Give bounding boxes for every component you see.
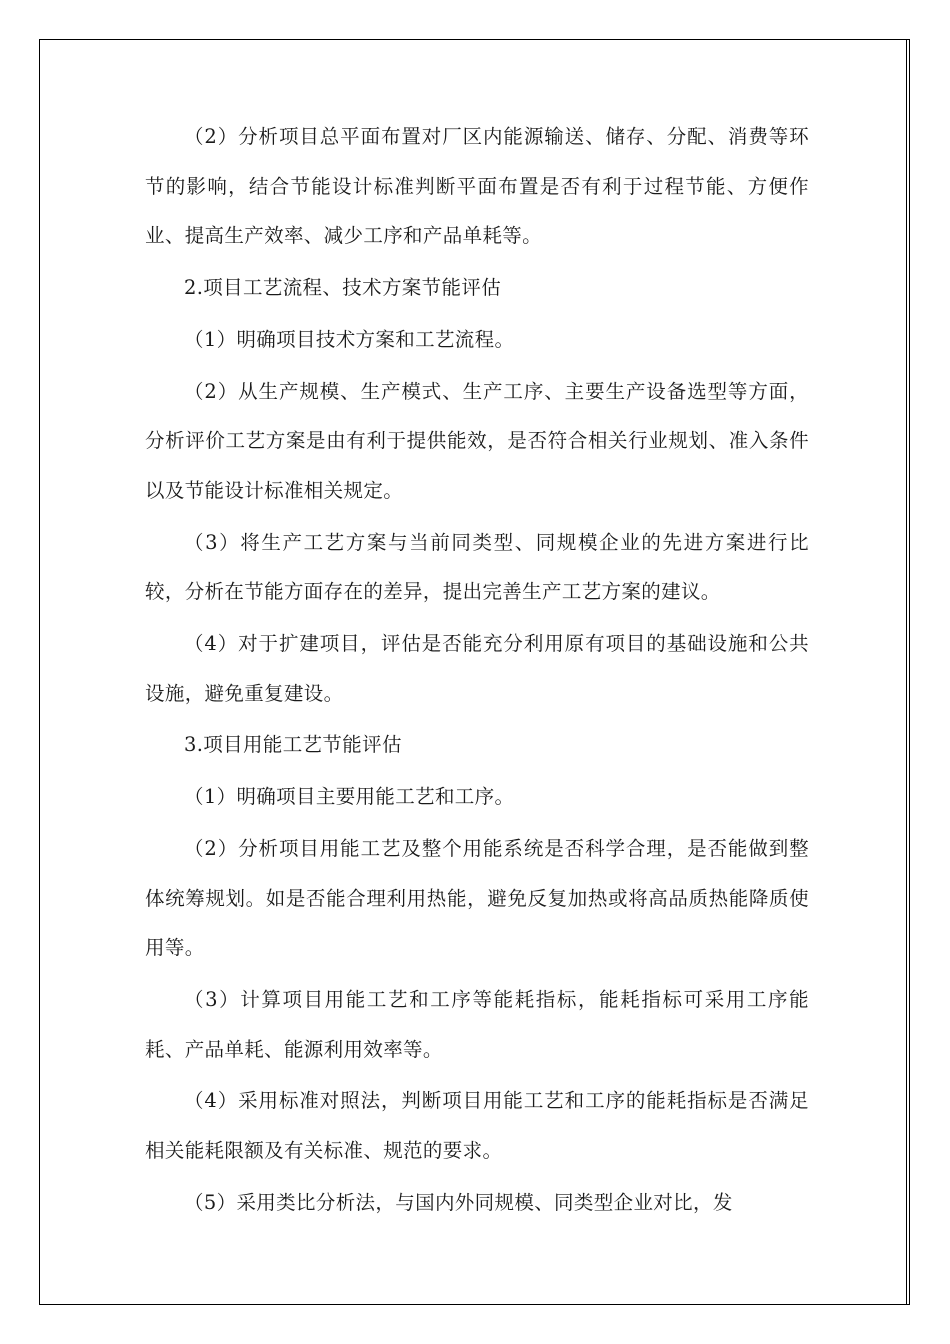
paragraph-energy-indicators: （3）计算项目用能工艺和工序等能耗指标，能耗指标可采用工序能耗、产品单耗、能源利用效率等。 — [145, 987, 809, 1061]
paragraph-standard-comparison: （4）采用标准对照法，判断项目用能工艺和工序的能耗指标是否满足相关能耗限额及有关标准、规范的要求。 — [145, 1089, 809, 1163]
document-body — [145, 112, 809, 1229]
paragraph-process-evaluation: （2）从生产规模、生产模式、生产工序、主要生产设备选型等方面，分析评价工艺方案是由有利于提供能效，是否符合相关行业规划、准入条件以及节能设计标准相关规定。 — [145, 379, 809, 502]
section-heading-energy-process: 3.项目用能工艺节能评估 — [184, 733, 402, 757]
paragraph-define-energy-process: （1）明确项目主要用能工艺和工序。 — [184, 785, 515, 809]
section-heading-process-tech: 2.项目工艺流程、技术方案节能评估 — [184, 276, 502, 300]
paragraph-analogy-analysis: （5）采用类比分析法，与国内外同规模、同类型企业对比，发 — [184, 1190, 733, 1214]
paragraph-define-tech-process: （1）明确项目技术方案和工艺流程。 — [184, 327, 515, 351]
paragraph-expansion-project: （4）对于扩建项目，评估是否能充分利用原有项目的基础设施和公共设施，避免重复建设。 — [145, 632, 809, 705]
paragraph-energy-system-analysis: （2）分析项目用能工艺及整个用能系统是否科学合理，是否能做到整体统筹规划。如是否能合理利用热能，避免反复加热或将高品质热能降质使用等。 — [145, 836, 809, 960]
paragraph-layout-impact: （2）分析项目总平面布置对厂区内能源输送、储存、分配、消费等环节的影响，结合节能设计标准判断平面布置是否有利于过程节能、方便作业、提高生产效率、减少工序和产品单耗等。 — [145, 125, 809, 248]
paragraph-process-comparison: （3）将生产工艺方案与当前同类型、同规模企业的先进方案进行比较，分析在节能方面存在的差异，提出完善生产工艺方案的建议。 — [145, 530, 809, 604]
